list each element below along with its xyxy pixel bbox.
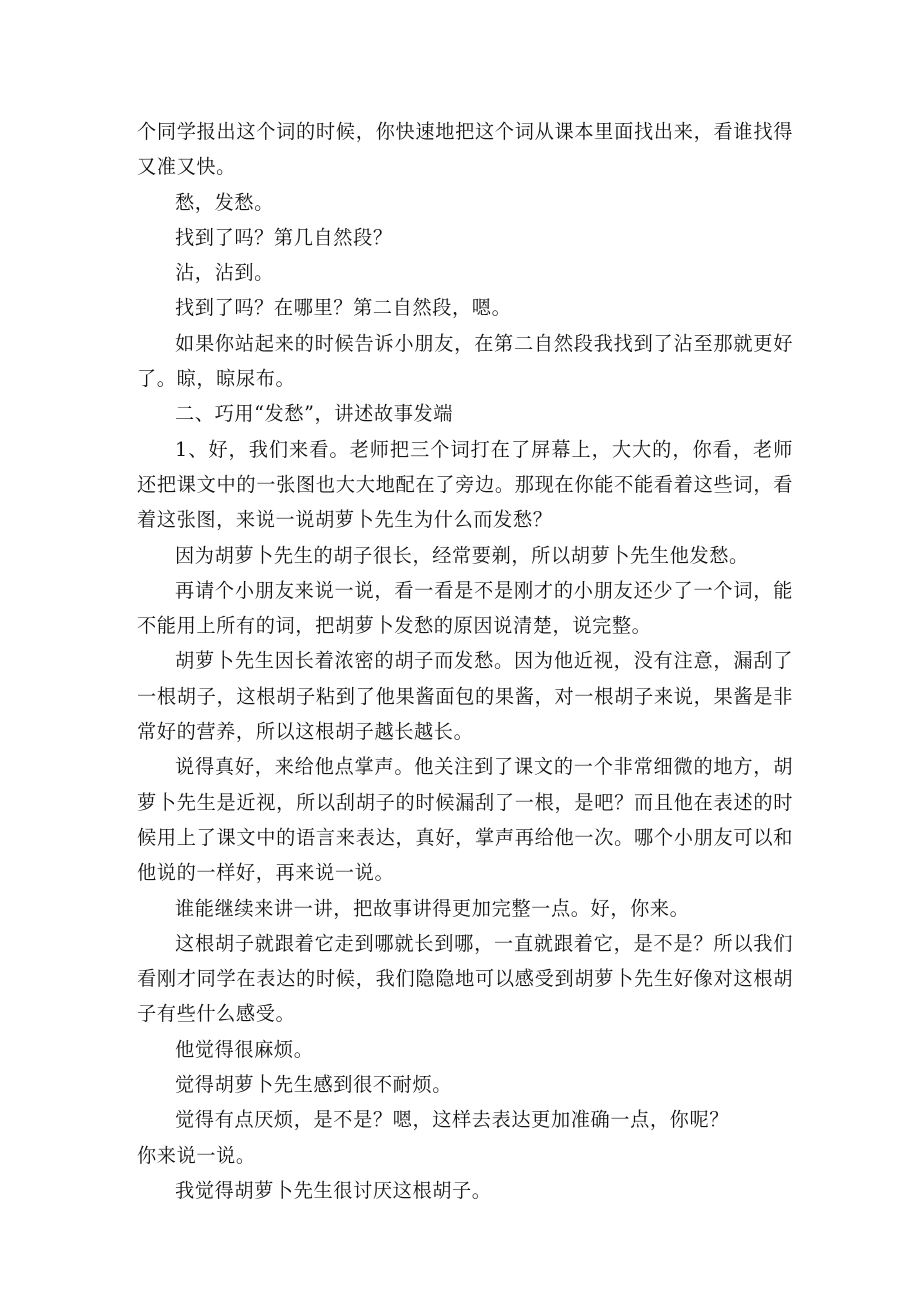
paragraph: 说得真好，来给他点掌声。他关注到了课文的一个非常细微的地方，胡萝卜先生是近视，所以刮胡子的时候漏刮了一根，是吧？而且他在表述的时候用上了课文中的语言来表达，真好，掌声再给他一次。哪个小朋友可以和他说的一样好，再来说一说。: [137, 755, 793, 885]
paragraph: 胡萝卜先生因长着浓密的胡子而发愁。因为他近视，没有注意，漏刮了一根胡子，这根胡子粘到了他果酱面包的果酱，对一根胡子来说，果酱是非常好的营养，所以这根胡子越长越长。: [137, 649, 793, 744]
paragraph: 觉得有点厌烦，是不是？嗯，这样去表达更加准确一点，你呢？: [175, 1108, 730, 1132]
paragraph: 觉得胡萝卜先生感到很不耐烦。: [175, 1073, 453, 1097]
paragraph: 沾，沾到。: [175, 261, 274, 285]
document-body: [137, 114, 793, 1208]
paragraph: 再请个小朋友来说一说，看一看是不是刚才的小朋友还少了一个词，能不能用上所有的词，把胡萝卜发愁的原因说清楚，说完整。: [137, 578, 793, 638]
paragraph: 找到了吗？第几自然段？: [175, 225, 393, 249]
paragraph: 如果你站起来的时候告诉小朋友，在第二自然段我找到了沾至那就更好了。晾，晾尿布。: [137, 331, 793, 391]
paragraph: 因为胡萝卜先生的胡子很长，经常要剃，所以胡萝卜先生他发愁。: [175, 543, 749, 567]
paragraph: 他觉得很麻烦。: [175, 1037, 314, 1061]
paragraph: 找到了吗？在哪里？第二自然段，嗯。: [175, 296, 512, 320]
paragraph: 你来说一说。: [137, 1143, 256, 1167]
paragraph: 谁能继续来讲一讲，把故事讲得更加完整一点。好，你来。: [175, 896, 690, 920]
paragraph: 愁，发愁。: [175, 190, 274, 214]
paragraph: 1、好，我们来看。老师把三个词打在了屏幕上，大大的，你看，老师还把课文中的一张图也大大地配在了旁边。那现在你能不能看着这些词，看着这张图，来说一说胡萝卜先生为什么而发愁？: [137, 437, 793, 532]
paragraph: 这根胡子就跟着它走到哪就长到哪，一直就跟着它，是不是？所以我们看刚才同学在表达的时候，我们隐隐地可以感受到胡萝卜先生好像对这根胡子有些什么感受。: [137, 931, 793, 1026]
paragraph: 个同学报出这个词的时候，你快速地把这个词从课本里面找出来，看谁找得又准又快。: [137, 120, 793, 179]
paragraph: 我觉得胡萝卜先生很讨厌这根胡子。: [175, 1178, 492, 1202]
section-heading: 二、巧用“发愁”，讲述故事发端: [175, 402, 454, 426]
